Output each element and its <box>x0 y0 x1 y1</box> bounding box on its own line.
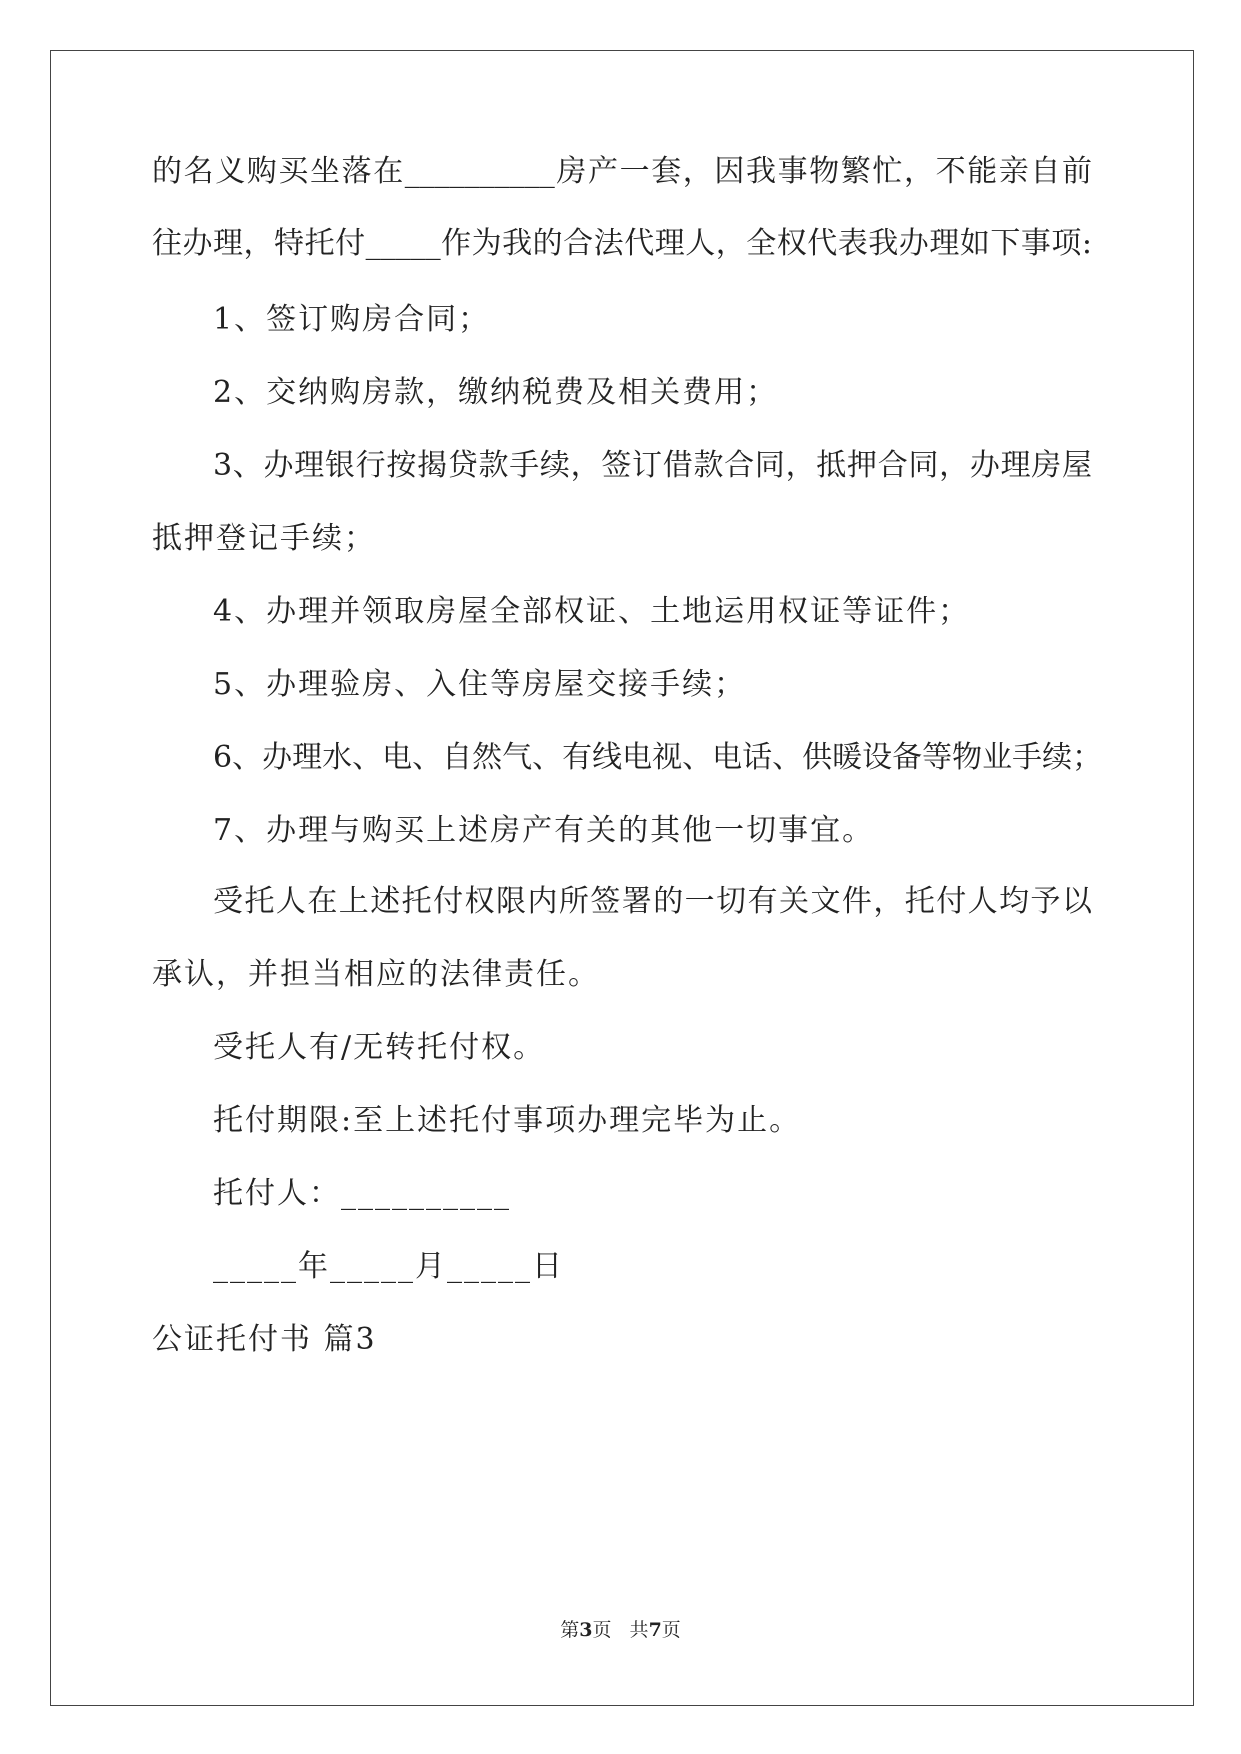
list-item: 4、办理并领取房屋全部权证、土地运用权证等证件； <box>213 594 971 629</box>
current-page-number: 3 <box>579 1619 593 1641</box>
paragraph-line: 抵押登记手续； <box>152 521 376 556</box>
section-heading: 公证托付书 篇3 <box>152 1322 377 1357</box>
page-footer <box>0 1618 1241 1642</box>
date-line: _____年_____月_____日 <box>213 1249 564 1284</box>
footer-prefix: 第 <box>560 1619 580 1641</box>
signature-line: 托付人：__________ <box>213 1176 511 1211</box>
paragraph-line: 受托人在上述托付权限内所签署的一切有关文件，托付人均予以 <box>213 884 1092 919</box>
paragraph-line: 托付期限:至上述托付事项办理完毕为止。 <box>213 1103 802 1138</box>
list-item: 7、办理与购买上述房产有关的其他一切事宜。 <box>213 813 875 848</box>
list-item: 2、交纳购房款，缴纳税费及相关费用； <box>213 375 779 410</box>
paragraph-line: 往办理，特托付_____作为我的合法代理人，全权代表我办理如下事项: <box>152 226 1092 261</box>
list-item: 6、办理水、电、自然气、有线电视、电话、供暖设备等物业手续； <box>213 740 1103 775</box>
list-item: 1、签订购房合同； <box>213 302 491 337</box>
list-item: 3、办理银行按揭贷款手续，签订借款合同，抵押合同，办理房屋 <box>213 448 1092 483</box>
paragraph-line: 受托人有/无转托付权。 <box>213 1030 546 1065</box>
total-page-number: 7 <box>648 1619 662 1641</box>
footer-suffix: 页 <box>661 1619 681 1641</box>
paragraph-line: 承认，并担当相应的法律责任。 <box>152 957 600 992</box>
page-border <box>50 50 1194 1706</box>
footer-middle: 页 共 <box>592 1619 649 1641</box>
list-item: 5、办理验房、入住等房屋交接手续； <box>213 667 747 702</box>
paragraph-line: 的名义购买坐落在__________房产一套，因我事物繁忙，不能亲自前 <box>152 154 1092 189</box>
